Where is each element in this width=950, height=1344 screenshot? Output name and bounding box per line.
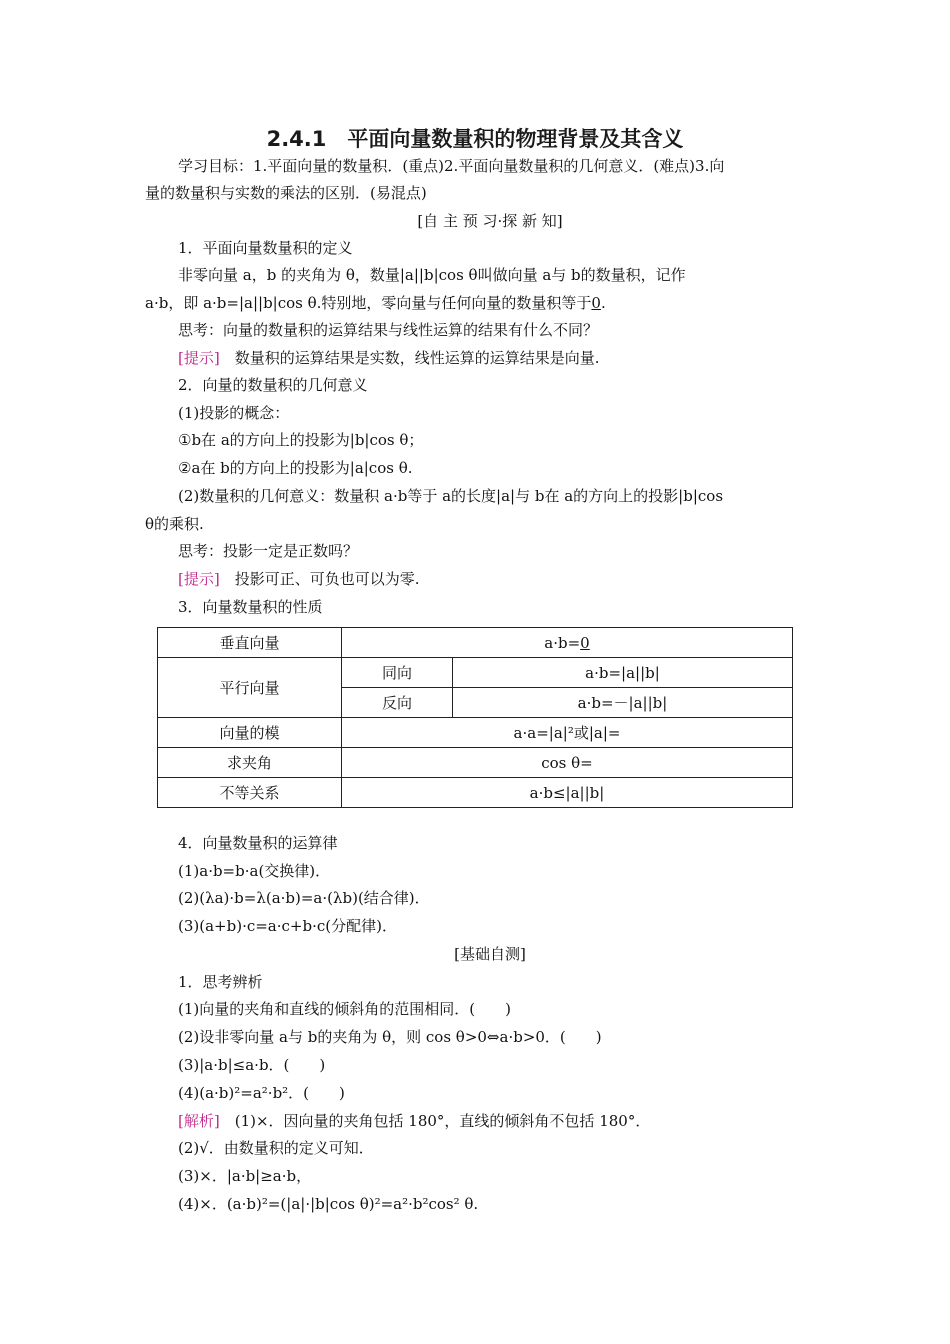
table-row (158, 628, 793, 658)
table-cell-value: a·a=|a|²或|a|= (342, 718, 793, 748)
table-row (158, 748, 793, 778)
table-cell-value (342, 628, 793, 658)
page-title: 2.4.1 平面向量数量积的物理背景及其含义 (266, 127, 684, 151)
s1-definition-line-2 (145, 293, 606, 313)
objectives-line-1: 学习目标：1.平面向量的数量积．(重点)2.平面向量数量积的几何意义．(难点)3.向 (178, 157, 725, 175)
table-cell-value: a·b=|a||b| (453, 658, 793, 688)
s2-sub2-line-1: (2)数量积的几何意义：数量积 a·b等于 a的长度|a|与 b在 a的方向上的投影|b|cos (178, 487, 724, 505)
s2-think: 思考：投影一定是正数吗？ (178, 542, 359, 560)
t1-answer-4: (4)×．(a·b)²=(|a|·|b|cos θ)²=a²·b²cos² θ. (178, 1195, 479, 1213)
hint-tag: [提示] (178, 570, 220, 588)
s1-definition-line-1: 非零向量 a，b 的夹角为 θ，数量|a||b|cos θ叫做向量 a与 b的数量积，记作 (178, 266, 686, 284)
s2-projection-1: ①b在 a的方向上的投影为|b|cos θ； (178, 431, 424, 449)
s1-hint (178, 348, 600, 368)
section-preview-heading: [自 主 预 习·探 新 知] (417, 212, 563, 230)
s2-projection-2: ②a在 b的方向上的投影为|a|cos θ. (178, 459, 413, 477)
hint-tag: [提示] (178, 349, 220, 367)
s1-answer-zero: 0 (591, 294, 601, 312)
t1-question-4: (4)(a·b)²=a²·b²．( ) (178, 1084, 345, 1102)
table-row (158, 658, 793, 688)
s4-law-1: (1)a·b=b·a(交换律)． (178, 862, 331, 880)
s2-sub2-line-2: θ的乘积. (145, 515, 204, 533)
s1-definition-text: a·b，即 a·b=|a||b|cos θ.特别地，零向量与任何向量的数量积等于 (145, 294, 592, 312)
table-cell-sublabel: 同向 (342, 658, 453, 688)
hint-text: 数量积的运算结果是实数，线性运算的运算结果是向量. (219, 349, 600, 367)
t1-question-1: (1)向量的夹角和直线的倾斜角的范围相同．( ) (178, 1000, 511, 1018)
perp-answer: 0 (580, 633, 590, 652)
properties-table (157, 627, 793, 808)
t1-question-3: (3)|a·b|≤a·b．( ) (178, 1056, 326, 1074)
s2-hint (178, 569, 420, 589)
table-cell-label: 不等关系 (158, 778, 342, 808)
section-self-test-heading: [基础自测] (454, 945, 526, 963)
table-cell-value: a·b=－|a||b| (453, 688, 793, 718)
table-cell-label: 求夹角 (158, 748, 342, 778)
s2-sub1: (1)投影的概念： (178, 404, 290, 422)
s1-think: 思考：向量的数量积的运算结果与线性运算的结果有什么不同？ (178, 321, 599, 339)
s1-heading: 1．平面向量数量积的定义 (178, 239, 353, 257)
s4-heading: 4．向量数量积的运算律 (178, 834, 338, 852)
t1-answer-2: (2)√．由数量积的定义可知． (178, 1139, 374, 1157)
perp-formula: a·b= (544, 633, 581, 652)
table-cell-value: cos θ= (342, 748, 793, 778)
table-row (158, 778, 793, 808)
analysis-tag: [解析] (178, 1112, 220, 1130)
table-cell-label: 平行向量 (158, 658, 342, 718)
hint-text: 投影可正、可负也可以为零. (219, 570, 420, 588)
t1-question-2: (2)设非零向量 a与 b的夹角为 θ，则 cos θ>0⇔a·b>0．( ) (178, 1028, 602, 1046)
analysis-text: (1)×．因向量的夹角包括 180°，直线的倾斜角不包括 180°． (219, 1112, 651, 1130)
table-row (158, 718, 793, 748)
s1-definition-end: . (600, 294, 606, 312)
table-cell-value: a·b≤|a||b| (342, 778, 793, 808)
s2-heading: 2．向量的数量积的几何意义 (178, 376, 368, 394)
table-cell-label: 垂直向量 (158, 628, 342, 658)
objectives-line-2: 量的数量积与实数的乘法的区别．(易混点) (145, 184, 427, 202)
t1-answer-3: (3)×．|a·b|≥a·b， (178, 1167, 312, 1185)
t1-heading: 1．思考辨析 (178, 973, 263, 991)
s4-law-3: (3)(a+b)·c=a·c+b·c(分配律)． (178, 917, 397, 935)
t1-answer-1 (178, 1111, 650, 1131)
s4-law-2: (2)(λa)·b=λ(a·b)=a·(λb)(结合律)． (178, 889, 430, 907)
s3-heading: 3．向量数量积的性质 (178, 598, 323, 616)
table-cell-sublabel: 反向 (342, 688, 453, 718)
table-cell-label: 向量的模 (158, 718, 342, 748)
